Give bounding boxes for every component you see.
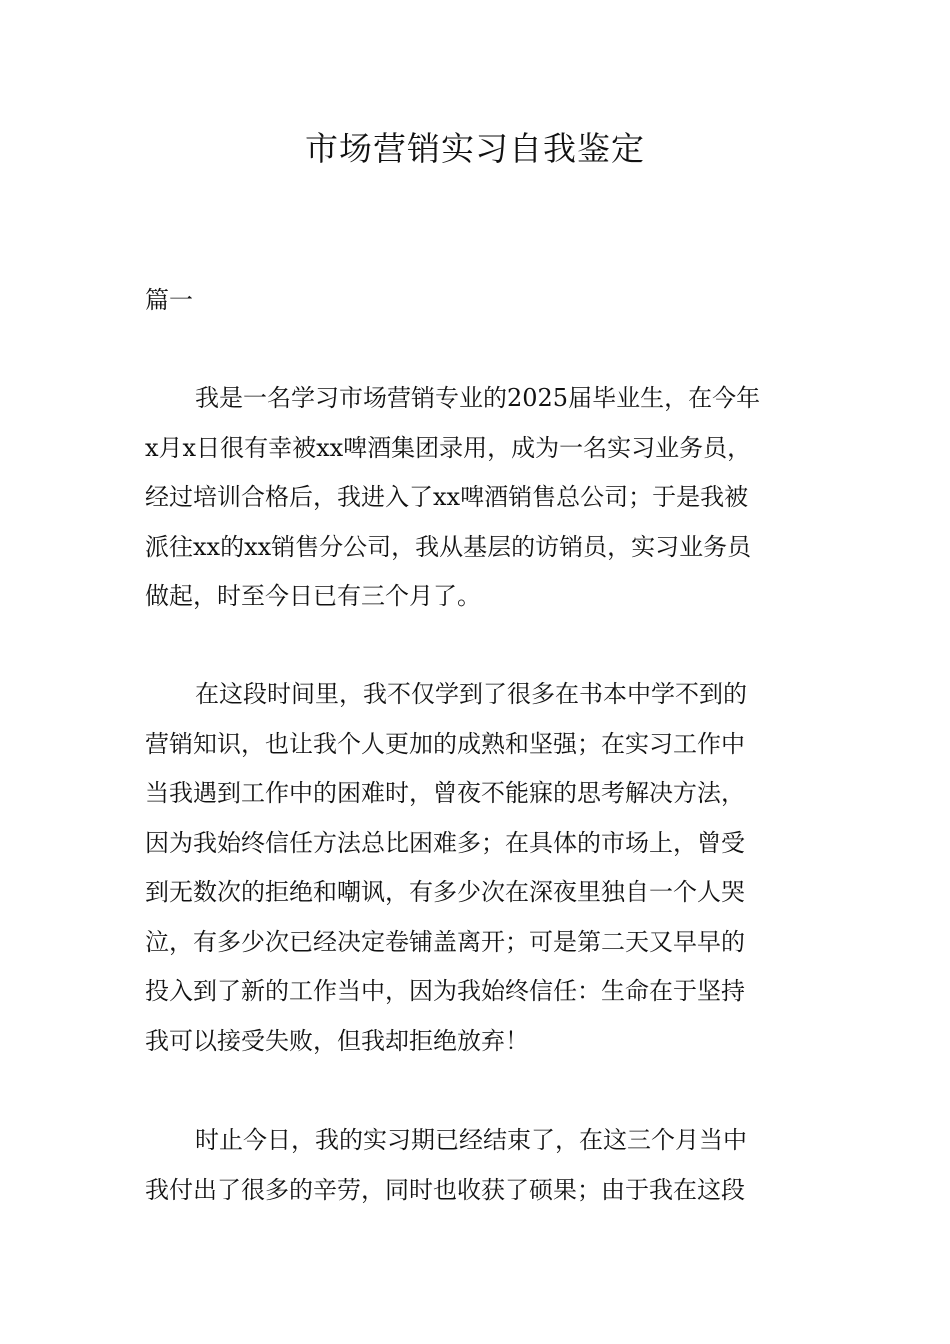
paragraph-line: 投入到了新的工作当中，因为我始终信任：生命在于坚持 [145,977,745,1005]
paragraph-line: 我付出了很多的辛劳，同时也收获了硕果；由于我在这段 [145,1175,745,1204]
paragraph-line: 泣，有多少次已经决定卷铺盖离开；可是第二天又早早的 [145,927,745,956]
paragraph-line: 派往xx的xx销售分公司，我从基层的访销员，实习业务员 [145,532,752,561]
paragraph-2 [145,670,805,1066]
paragraph-line: 我是一名学习市场营销专业的2025届毕业生，在今年 [195,384,761,412]
paragraph-line: 做起，时至今日已有三个月了。 [145,582,481,610]
paragraph-line: x月x日很有幸被xx啤酒集团录用，成为一名实习业务员， [145,433,752,462]
paragraph-line: 当我遇到工作中的困难时，曾夜不能寐的思考解决方法， [145,779,745,807]
paragraph-line: 营销知识，也让我个人更加的成熟和坚强；在实习工作中 [145,729,745,758]
paragraph-line: 到无数次的拒绝和嘲讽，有多少次在深夜里独自一个人哭 [145,878,745,906]
paragraph-line: 经过培训合格后，我进入了xx啤酒销售总公司；于是我被 [145,483,749,511]
document-title: 市场营销实习自我鉴定 [305,129,645,168]
paragraph-line: 在这段时间里，我不仅学到了很多在书本中学不到的 [195,680,747,708]
paragraph-1 [145,374,805,622]
paragraph-3 [145,1116,805,1215]
section-label: 篇一 [145,286,193,314]
paragraph-line: 因为我始终信任方法总比困难多；在具体的市场上，曾受 [145,828,745,857]
paragraph-line: 我可以接受失败，但我却拒绝放弃！ [145,1026,529,1055]
paragraph-line: 时止今日，我的实习期已经结束了，在这三个月当中 [195,1126,747,1154]
